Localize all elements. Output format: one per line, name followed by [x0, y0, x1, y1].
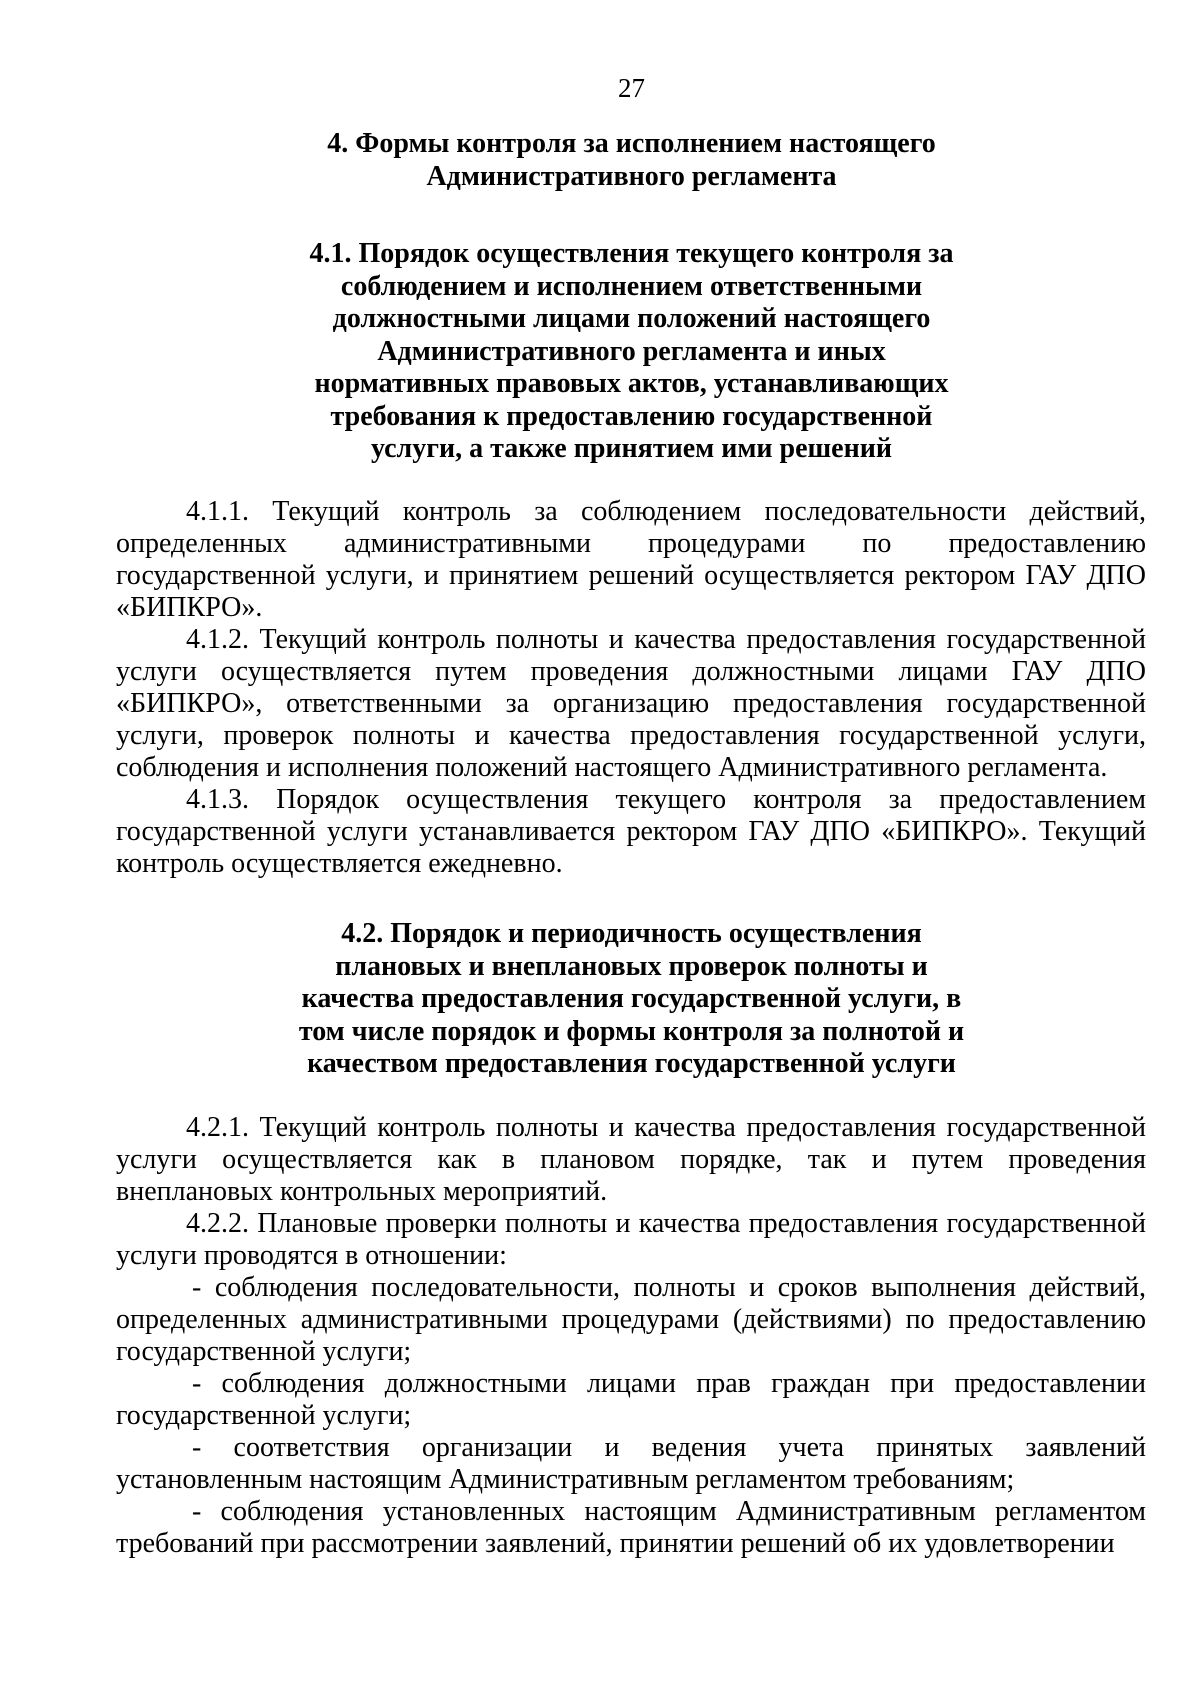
paragraph-4-2-1: 4.2.1. Текущий контроль полноты и качества предоставления государственной услуги осуществляется как в плановом порядке, так и путем проведения внеплановых контрольных мероприятий. [116, 1112, 1146, 1207]
paragraph-4-1-2: 4.1.2. Текущий контроль полноты и качества предоставления государственной услуги осуществляется путем проведения должностными лицами ГАУ ДПО «БИПКРО», ответственными за организацию предоставления государственной услуги, проверок полноты и качества предоставления государственной услуги, соблюдения и исполнения положений настоящего Административного регламента. [116, 624, 1146, 783]
heading-line: Административного регламента и иных [377, 335, 886, 367]
heading-line: услуги, а также принятием ими решений [370, 433, 893, 464]
heading-line: Административного регламента [426, 160, 837, 192]
paragraph-4-1-1: 4.1.1. Текущий контроль за соблюдением последовательности действий, определенных административными процедурами по предоставлению государственной услуги, и принятием решений осуществляется ректором ГАУ ДПО «БИПКРО». [116, 496, 1146, 623]
list-item: - соответствия организации и ведения учета принятых заявлений установленным настоящим Административным регламентом требованиям; [116, 1432, 1146, 1495]
list-item: - соблюдения последовательности, полноты и сроков выполнения действий, определенных административными процедурами (действиями) по предоставлению государственной услуги; [116, 1272, 1146, 1367]
heading-line: требования к предоставлению государственной [330, 400, 933, 432]
heading-line: качества предоставления государственной услуги, в [301, 983, 962, 1014]
section-4-1-heading [250, 238, 1013, 466]
list-item: - соблюдения должностными лицами прав граждан при предоставлении государственной услуги; [116, 1368, 1146, 1431]
heading-line: должностными лицами положений настоящего [332, 303, 931, 334]
section-4-heading [250, 128, 1013, 193]
paragraph-4-2-2: 4.2.2. Плановые проверки полноты и качества предоставления государственной услуги проводятся в отношении: [116, 1208, 1146, 1271]
section-4-1-body [116, 496, 1146, 880]
heading-line: 4. Формы контроля за исполнением настоящего [327, 128, 936, 159]
heading-line: качеством предоставления государственной услуги [307, 1048, 956, 1079]
heading-line: 4.1. Порядок осуществления текущего контроля за [309, 238, 954, 269]
heading-line: том числе порядок и формы контроля за полнотой и [298, 1015, 965, 1047]
page-number: 27 [618, 73, 645, 103]
section-4-2-heading [250, 918, 1013, 1081]
heading-line: плановых и внеплановых проверок полноты и [335, 950, 928, 982]
section-4-2-body [116, 1112, 1146, 1560]
heading-line: нормативных правовых актов, устанавливающих [314, 368, 949, 399]
list-item: - соблюдения установленных настоящим Административным регламентом требований при рассмотрении заявлений, принятии решений об их удовлетворении [116, 1496, 1146, 1559]
paragraph-4-1-3: 4.1.3. Порядок осуществления текущего контроля за предоставлением государственной услуги устанавливается ректором ГАУ ДПО «БИПКРО». Текущий контроль осуществляется ежедневно. [116, 784, 1146, 879]
heading-line: соблюдением и исполнением ответственными [340, 270, 923, 302]
heading-line: 4.2. Порядок и периодичность осуществления [341, 918, 922, 949]
